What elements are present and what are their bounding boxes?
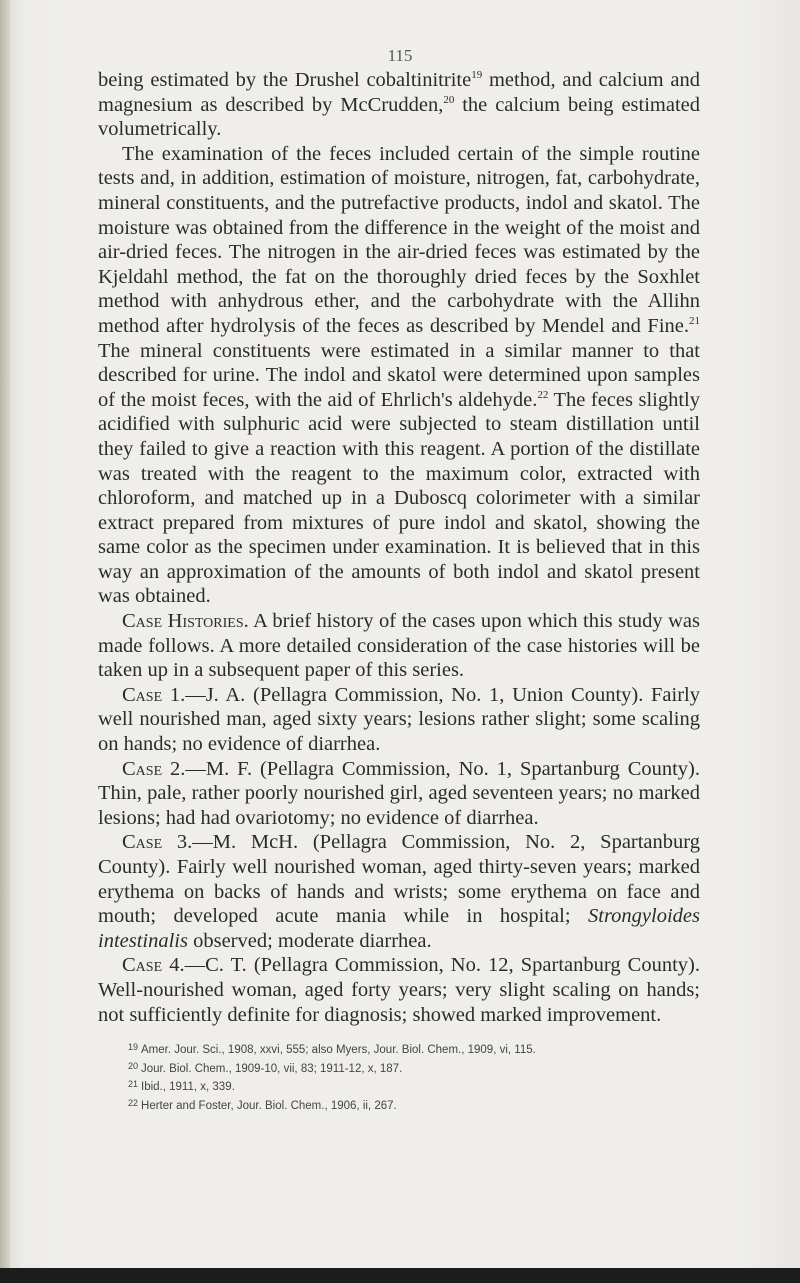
footnote-reference: 22 xyxy=(537,388,549,401)
run-in-heading: Case 4. xyxy=(122,954,185,977)
run-in-heading: Case 1. xyxy=(122,683,186,706)
text-run: A brief history of the cases upon which this study was made follows. A more detailed consideration of the case histories will be taken up in a subsequent paper of this series. xyxy=(98,610,700,682)
text-run: The mineral constituents were estimated in a similar manner to that described for urine. The indol and skatol were determined upon samples of the moist feces, with the aid of Ehrlich's aldehyde. xyxy=(98,339,700,411)
paragraph xyxy=(98,953,700,1027)
footnote xyxy=(128,1077,708,1096)
text-run: —M. McH. (Pellagra Commission, No. 2, Spartanburg County). Fairly well nourished woman, aged thirty-seven years; marked erythema on backs of hands and wrists; some erythema on face and mouth; developed acute mania while in hospital; xyxy=(98,831,700,928)
footnote-text: Amer. Jour. Sci., 1908, xxvi, 555; also Myers, Jour. Biol. Chem., 1909, vi, 115. xyxy=(141,1044,536,1056)
footnote-text: Herter and Foster, Jour. Biol. Chem., 1906, ii, 267. xyxy=(141,1099,397,1112)
text-run: —C. T. (Pellagra Commission, No. 12, Spartanburg County). Well-nourished woman, aged forty years; very slight scaling on hands; not sufficiently definite for diagnosis; showed marked improvement. xyxy=(98,954,700,1026)
footnote-mark: 20 xyxy=(128,1060,139,1071)
scan-bottom-edge xyxy=(0,1268,800,1283)
footnote xyxy=(128,1059,708,1078)
paragraph xyxy=(98,609,700,683)
footnote xyxy=(128,1040,708,1059)
footnote-mark: 19 xyxy=(128,1042,139,1052)
text-run: The feces slightly acidified with sulphuric acid were subjected to steam distillation until they failed to give a reaction with this reagent. A portion of the distillate was treated with the reagent to the maximum color, extracted with chloroform, and matched up in a Duboscq colorimeter with a similar extract prepared from mixtures of pure indol and skatol, showing the same color as the specimen under examination. It is believed that in this way an approximation of the amounts of both indol and skatol present was obtained. xyxy=(98,388,700,608)
text-run: method, and calcium and magnesium as described by McCrudden, xyxy=(98,69,700,116)
run-in-heading: Case 3. xyxy=(122,831,193,854)
text-run: observed; moderate diarrhea. xyxy=(187,929,432,952)
paragraph xyxy=(98,757,700,831)
paragraph xyxy=(98,830,700,953)
footnotes xyxy=(128,1040,708,1114)
paragraph xyxy=(98,68,700,142)
footnote-mark: 21 xyxy=(128,1079,139,1089)
paragraph xyxy=(98,142,700,609)
footnote-text: Ibid., 1911, x, 339. xyxy=(141,1081,235,1093)
run-in-heading: Case Histories. xyxy=(122,610,249,633)
text-run: the calcium being estimated volumetrically. xyxy=(98,93,700,141)
footnote-reference: 21 xyxy=(689,314,700,327)
run-in-heading: Case 2. xyxy=(122,757,186,780)
text-run: The examination of the feces included certain of the simple routine tests and, in addition, estimation of moisture, nitrogen, fat, carbohydrate, mineral constituents, and the putrefactive products, indol and skatol. The moisture was obtained from the difference in the weight of the moist and air-dried feces. The nitrogen in the air-dried feces was estimated by the Kjeldahl method, the fat on the thoroughly dried feces by the Soxhlet method with anhydrous ether, and the carbohydrate with the Allihn method after hydrolysis of the feces as described by Mendel and Fine. xyxy=(98,142,700,337)
footnote-reference: 20 xyxy=(443,93,455,106)
footnote-mark: 22 xyxy=(128,1097,139,1108)
page-spine-edge xyxy=(0,0,10,1283)
text-run: —M. F. (Pellagra Commission, No. 1, Spartanburg County). Thin, pale, rather poorly nourished girl, aged seventeen years; no marked lesions; had had ovariotomy; no evidence of diarrhea. xyxy=(98,757,701,829)
paragraph xyxy=(98,683,700,757)
footnote-reference: 19 xyxy=(471,69,483,81)
footnote-text: Jour. Biol. Chem., 1909-10, vii, 83; 1911-12, x, 187. xyxy=(141,1062,403,1075)
body-text xyxy=(98,68,700,1027)
text-run: —J. A. (Pellagra Commission, No. 1, Union County). Fairly well nourished man, aged sixty years; lesions rather slight; some scaling on hands; no evidence of diarrhea. xyxy=(98,683,701,756)
italic-term: Strongyloides intestinalis xyxy=(98,905,700,952)
footnote xyxy=(128,1096,708,1115)
text-run: being estimated by the Drushel cobaltinitrite xyxy=(98,69,472,91)
page-number: 115 xyxy=(387,46,413,65)
